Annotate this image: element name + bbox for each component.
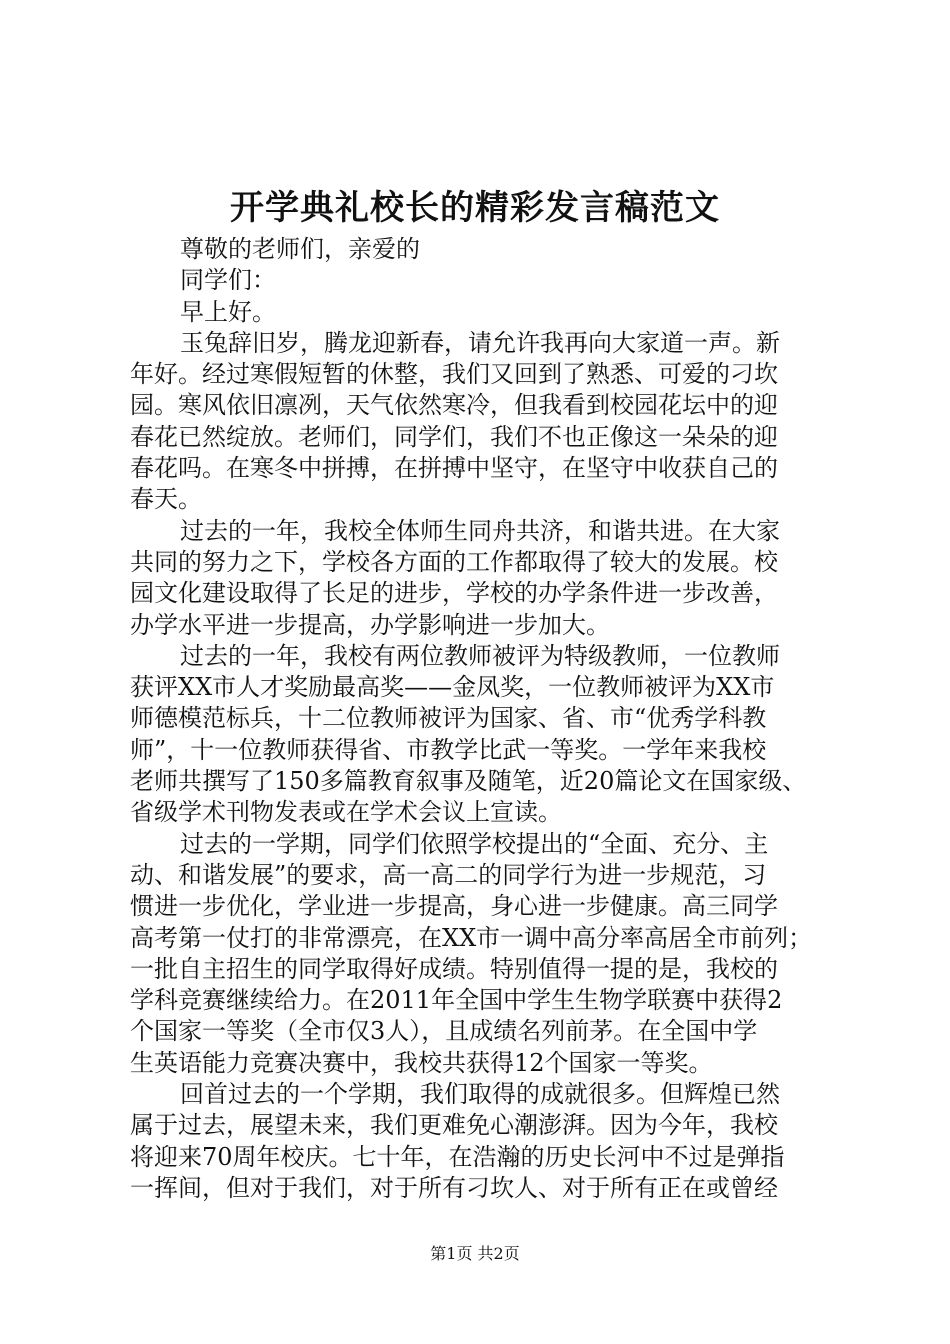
text-line: 个国家一等奖（全市仅3人），且成绩名列前茅。在全国中学 (130, 1017, 758, 1046)
text-line: 过去的一学期，同学们依照学校提出的“全面、充分、主 (180, 829, 769, 858)
text-line: 一批自主招生的同学取得好成绩。特别值得一提的是，我校的 (130, 954, 778, 983)
text-line: 过去的一年，我校有两位教师被评为特级教师，一位教师 (180, 641, 780, 670)
text-line: 师德模范标兵，十二位教师被评为国家、省、市“优秀学科教 (130, 704, 767, 733)
text-line: 办学水平进一步提高，办学影响进一步加大。 (130, 610, 610, 639)
text-line: 师”，十一位教师获得省、市教学比武一等奖。一学年来我校 (130, 735, 767, 764)
text-line: 早上好。 (180, 297, 276, 326)
text-line: 属于过去，展望未来，我们更难免心潮澎湃。因为今年，我校 (130, 1111, 778, 1140)
text-line: 春天。 (130, 485, 202, 514)
document-title: 开学典礼校长的精彩发言稿范文 (230, 188, 720, 228)
text-line: 一挥间，但对于我们，对于所有刁坎人、对于所有正在或曾经 (130, 1173, 778, 1202)
text-line: 将迎来70周年校庆。七十年，在浩瀚的历史长河中不过是弹指 (130, 1142, 785, 1171)
text-line: 惯进一步优化，学业进一步提高，身心进一步健康。高三同学 (130, 892, 778, 921)
text-line: 共同的努力之下，学校各方面的工作都取得了较大的发展。校 (130, 547, 778, 576)
text-line: 年好。经过寒假短暂的休整，我们又回到了熟悉、可爱的刁坎 (130, 360, 778, 389)
text-line: 老师共撰写了150多篇教育叙事及随笔，近20篇论文在国家级、 (130, 767, 807, 796)
text-line: 尊敬的老师们，亲爱的 (180, 235, 420, 263)
text-line: 春花吗。在寒冬中拼搏，在拼搏中坚守，在坚守中收获自己的 (130, 454, 778, 483)
text-line: 学科竞赛继续给力。在2011年全国中学生生物学联赛中获得2 (130, 986, 783, 1015)
text-line: 同学们： (180, 266, 276, 295)
text-line: 获评XX市人才奖励最高奖——金凤奖，一位教师被评为XX市 (130, 673, 775, 702)
text-line: 动、和谐发展”的要求，高一高二的同学行为进一步规范，习 (130, 860, 767, 889)
text-line: 省级学术刊物发表或在学术会议上宣读。 (130, 798, 562, 827)
text-line: 生英语能力竞赛决赛中，我校共获得12个国家一等奖。 (130, 1048, 713, 1077)
text-line: 园。寒风依旧凛冽，天气依然寒冷，但我看到校园花坛中的迎 (130, 391, 778, 420)
text-line: 过去的一年，我校全体师生同舟共济，和谐共进。在大家 (180, 516, 780, 545)
document-body (130, 234, 830, 1204)
text-line: 回首过去的一个学期，我们取得的成就很多。但辉煌已然 (180, 1080, 780, 1109)
text-line: 春花已然绽放。老师们，同学们，我们不也正像这一朵朵的迎 (130, 422, 778, 451)
page-footer: 第1页 共2页 (430, 1244, 520, 1263)
text-line: 玉兔辞旧岁，腾龙迎新春，请允许我再向大家道一声。新 (180, 328, 780, 357)
text-line: 园文化建设取得了长足的进步，学校的办学条件进一步改善， (130, 579, 778, 608)
text-line: 高考第一仗打的非常漂亮，在XX市一调中高分率高居全市前列； (130, 923, 813, 952)
